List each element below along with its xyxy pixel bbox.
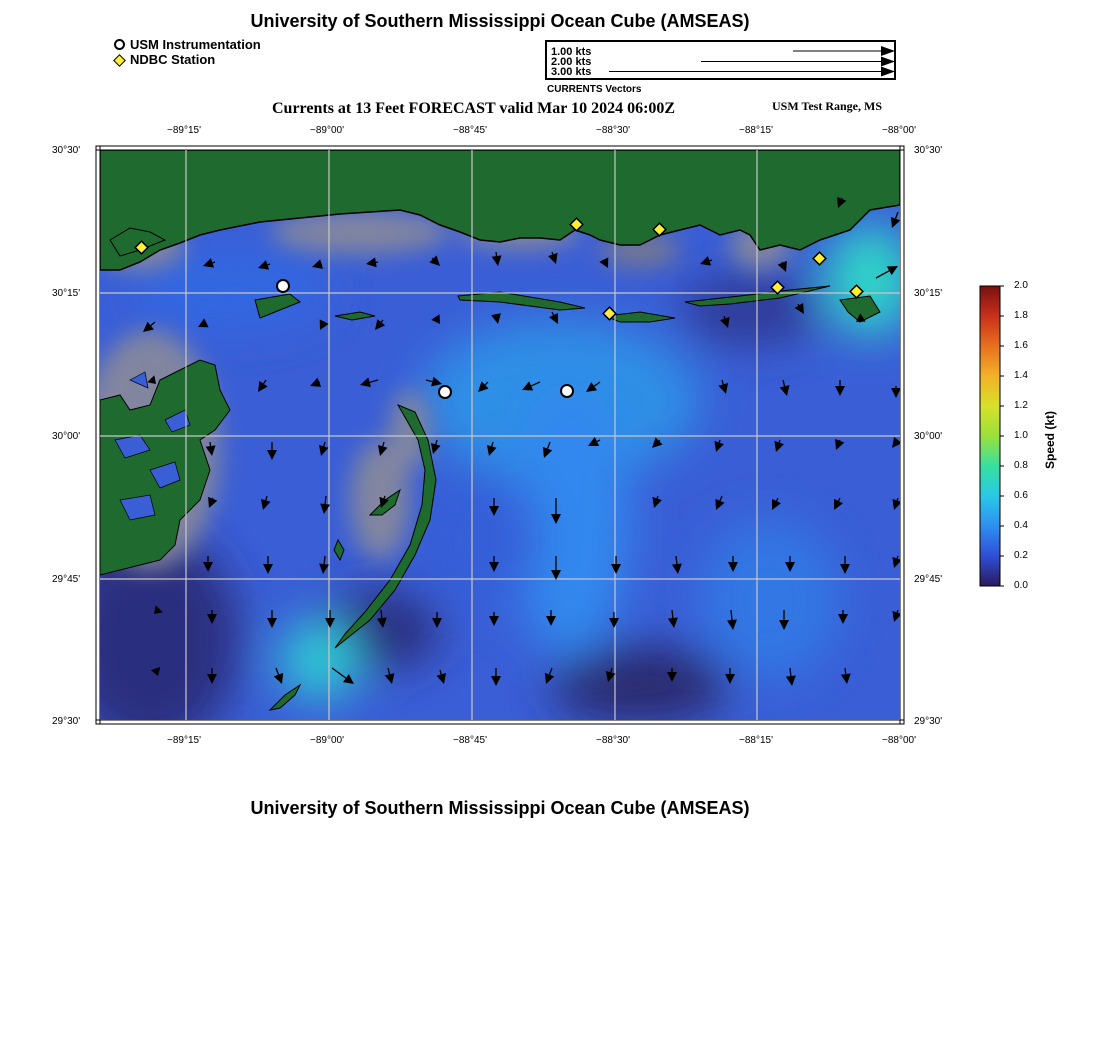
lon-tick-bottom: −89°00' xyxy=(310,735,344,746)
lat-tick-left: 30°15' xyxy=(52,288,81,299)
lon-tick-top: −88°15' xyxy=(739,125,773,136)
colorbar-tick: 0.4 xyxy=(1014,520,1028,531)
lat-tick-right: 30°00' xyxy=(914,431,943,442)
current-vector-shaft xyxy=(897,498,898,501)
current-speed-map[interactable] xyxy=(92,142,910,730)
footer-title: University of Southern Mississippi Ocean Cube (AMSEAS) xyxy=(250,798,750,818)
vector-key-label-1: 1.00 kts xyxy=(551,46,592,58)
current-vector-shaft xyxy=(432,258,433,259)
legend-ndbc-label: NDBC Station xyxy=(130,52,216,67)
current-vector-shaft xyxy=(552,252,553,255)
vector-key-caption: CURRENTS Vectors xyxy=(547,84,642,95)
current-vector-shaft xyxy=(897,610,898,613)
current-vector-shaft xyxy=(384,496,385,499)
current-vector-shaft xyxy=(657,496,658,499)
usm-instrument-symbol xyxy=(114,39,125,50)
forecast-subtitle: Currents at 13 Feet FORECAST valid Mar 10 2024 06:00Z xyxy=(272,100,676,117)
lat-tick-right: 30°15' xyxy=(914,288,943,299)
lon-tick-top: −88°00' xyxy=(882,125,916,136)
current-vector-shaft xyxy=(324,556,325,564)
lat-tick-left: 29°30' xyxy=(52,716,81,727)
current-vector-shaft xyxy=(845,668,846,674)
lon-tick-top: −89°15' xyxy=(167,125,201,136)
lon-tick-bottom: −89°15' xyxy=(167,735,201,746)
current-vector-shaft xyxy=(709,260,712,261)
lat-tick-left: 29°45' xyxy=(52,574,81,585)
colorbar-tick: 0.8 xyxy=(1014,460,1028,471)
current-vector-shaft xyxy=(779,440,780,443)
colorbar-tick: 1.6 xyxy=(1014,340,1028,351)
lon-tick-bottom: −88°45' xyxy=(453,735,487,746)
current-vector-shaft xyxy=(267,264,270,265)
lat-tick-left: 30°30' xyxy=(52,145,81,156)
lat-tick-right: 29°30' xyxy=(914,716,943,727)
current-vector-shaft xyxy=(790,668,791,676)
usm-instrument-marker[interactable] xyxy=(439,386,451,398)
current-vector-shaft xyxy=(496,252,497,256)
colorbar-tick: 1.4 xyxy=(1014,370,1028,381)
test-range-label: USM Test Range, MS xyxy=(772,99,883,113)
current-vector-shaft xyxy=(724,316,725,319)
current-vector-shaft xyxy=(210,442,211,446)
colorbar-tick: 0.2 xyxy=(1014,550,1028,561)
current-vector-shaft xyxy=(897,556,898,559)
colorbar-tick: 0.6 xyxy=(1014,490,1028,501)
vector-key-label-2: 2.00 kts xyxy=(551,56,592,68)
lat-tick-right: 29°45' xyxy=(914,574,943,585)
colorbar-title: Speed (kt) xyxy=(1043,410,1057,469)
vector-key-box xyxy=(545,40,896,80)
map-title: University of Southern Mississippi Ocean Cube (AMSEAS) xyxy=(250,11,750,31)
lon-tick-bottom: −88°30' xyxy=(596,735,630,746)
lon-tick-top: −88°30' xyxy=(596,125,630,136)
legend-usm-label: USM Instrumentation xyxy=(130,37,261,52)
current-vector-shaft xyxy=(212,262,215,263)
colorbar-tick: 1.2 xyxy=(1014,400,1028,411)
colorbar-tick: 1.8 xyxy=(1014,310,1028,321)
usm-instrument-marker[interactable] xyxy=(561,385,573,397)
speed-colorbar xyxy=(975,282,1005,592)
lat-tick-right: 30°30' xyxy=(914,145,943,156)
current-vector-shaft xyxy=(798,304,799,305)
current-vector-shaft xyxy=(676,556,677,564)
current-vector-shaft xyxy=(381,610,382,618)
current-vector-shaft xyxy=(325,496,326,504)
colorbar-tick: 2.0 xyxy=(1014,280,1028,291)
lon-tick-top: −89°00' xyxy=(310,125,344,136)
ndbc-station-symbol xyxy=(113,54,126,67)
current-vector-shaft xyxy=(672,610,673,618)
vector-key-arrows xyxy=(547,42,898,82)
current-vector-shaft xyxy=(719,440,720,443)
lon-tick-bottom: −88°00' xyxy=(882,735,916,746)
colorbar-tick: 1.0 xyxy=(1014,430,1028,441)
lon-tick-bottom: −88°15' xyxy=(739,735,773,746)
lon-tick-top: −88°45' xyxy=(453,125,487,136)
usm-instrument-marker[interactable] xyxy=(277,280,289,292)
colorbar-tick: 0.0 xyxy=(1014,580,1028,591)
vector-key-label-3: 3.00 kts xyxy=(551,66,592,78)
current-vector-shaft xyxy=(659,440,660,441)
lat-tick-left: 30°00' xyxy=(52,431,81,442)
